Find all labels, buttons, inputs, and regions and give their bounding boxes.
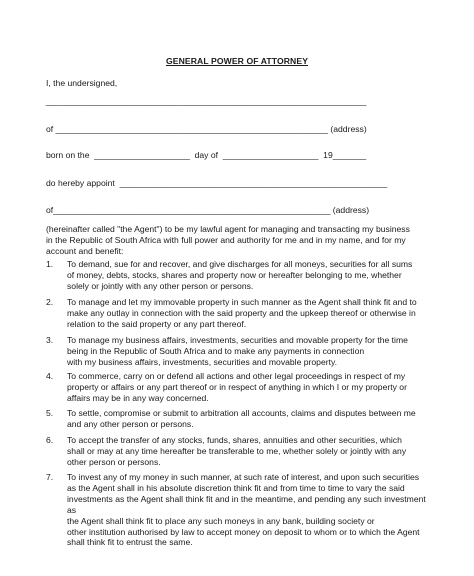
- appoint-line: do hereby appoint ________________________________________________________: [46, 178, 388, 188]
- address-line-2-prefix: of: [46, 205, 54, 215]
- clause-number: 1.: [46, 259, 54, 269]
- intro-paragraph: (hereinafter called "the Agent") to be my lawful agent for managing and transacting my business in the Republic of South Africa with full power and authority for me and in my name, and for my account and benefit:: [46, 224, 410, 256]
- address-line-2: [46, 205, 369, 216]
- clause-text: To demand, sue for and recover, and give discharges for all moneys, securities for all sums of money, debts, stocks, shares and property now or hereafter belonging to me, whether solely or jointly with any other person or persons.: [67, 259, 413, 291]
- clause-text: To accept the transfer of any stocks, funds, shares, annuities and other securities, which shall or may at any time hereafter be transferable to me, whether solely or jointly with any other person or persons.: [67, 435, 407, 467]
- address-line-1: [46, 124, 367, 135]
- undersigned-label: I, the undersigned,: [46, 78, 118, 88]
- document-title: GENERAL POWER OF ATTORNEY: [165, 56, 309, 66]
- address-line-1-prefix: of: [46, 124, 54, 134]
- clause-text: To settle, compromise or submit to arbitration all accounts, claims and disputes between me and any other person or persons.: [67, 408, 416, 429]
- clause-number: 6.: [46, 435, 54, 445]
- clause-text: To invest any of my money in such manner, at such rate of interest, and upon such securities as the Agent shall in his absolute discretion think fit and from time to time to vary the said investments as the Agent shall think fit and in the meantime, and pending any such investment as the Agent shall think fit to place any such moneys in any bank, building society or other institution authorised by law to accept money on deposit to whom or to which the Agent shall think fit to entrust the same.: [67, 472, 426, 548]
- clause-text: To manage and let my immovable property in such manner as the Agent shall think fit and to make any outlay in connection with the said property and the upkeep thereof or otherwise in relation to the said property or any part thereof.: [67, 297, 417, 329]
- clause-number: 4.: [46, 371, 54, 381]
- clause-number: 3.: [46, 335, 54, 345]
- address-line-1-blank: _________________________________________________________: [55, 124, 328, 134]
- clause-number: 2.: [46, 297, 54, 307]
- clause-number: 5.: [46, 408, 54, 418]
- clause-number: 7.: [46, 472, 54, 482]
- name-blank-line: ___________________________________________________________________: [46, 96, 367, 106]
- birth-date-line: born on the ____________________ day of ____________________ 19_______: [46, 150, 367, 160]
- clause-text: To commerce, carry on or defend all actions and other legal proceedings in respect of my property or affairs or any part thereof or in respect of anything in which I or my property or affairs may be in any way concerned.: [67, 371, 407, 403]
- address-line-1-suffix: (address): [330, 124, 367, 134]
- address-line-2-blank: __________________________________________________________: [53, 205, 331, 215]
- clause-text: To manage my business affairs, investments, securities and movable property for the time being in the Republic of South Africa and to make any payments in connection with my business affairs, investments, securities and movable property.: [67, 335, 408, 367]
- address-line-2-suffix: (address): [332, 205, 370, 215]
